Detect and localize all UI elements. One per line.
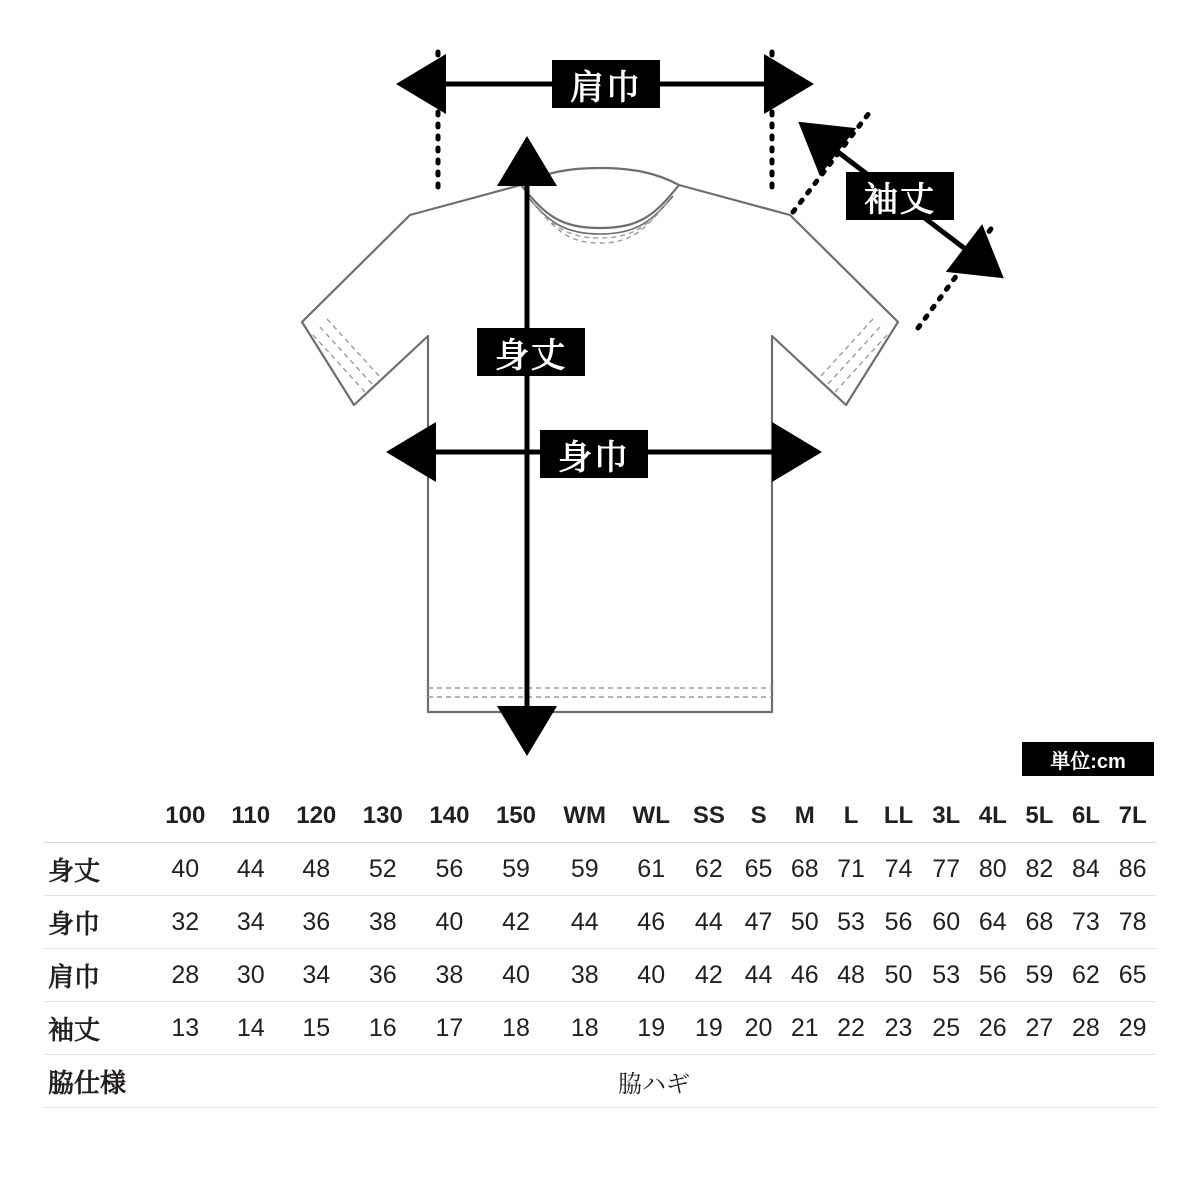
- cell: 38: [435, 960, 464, 989]
- column-header-150: 150: [483, 790, 550, 843]
- column-header-M: M: [782, 790, 828, 843]
- cell: 53: [932, 960, 961, 989]
- cell: 16: [368, 1013, 397, 1042]
- cell: 32: [171, 907, 200, 936]
- cell: 28: [171, 960, 200, 989]
- cell: 46: [790, 960, 819, 989]
- cell: 30: [236, 960, 265, 989]
- cell: 26: [978, 1013, 1007, 1042]
- cell: 44: [570, 907, 599, 936]
- row-header-2: 身巾: [48, 908, 101, 939]
- table-row: [44, 949, 1156, 1002]
- cell: 46: [637, 907, 666, 936]
- cell: 68: [1025, 907, 1054, 936]
- cell: 40: [502, 960, 530, 989]
- cell: 36: [368, 960, 397, 989]
- cell: 65: [1118, 960, 1147, 989]
- column-header-110: 110: [219, 790, 283, 843]
- cell: 19: [637, 1013, 666, 1042]
- cell: 13: [171, 1013, 200, 1042]
- label-shoulder-width: 肩巾: [552, 60, 660, 108]
- cell: 84: [1072, 854, 1100, 883]
- column-header-WL: WL: [620, 790, 682, 843]
- cell: 17: [435, 1013, 464, 1042]
- column-header-L: L: [828, 790, 874, 843]
- cell: 27: [1025, 1013, 1054, 1042]
- cell: 59: [1025, 960, 1054, 989]
- cell: 28: [1072, 1013, 1100, 1042]
- column-header-WM: WM: [549, 790, 620, 843]
- cell: 42: [502, 907, 530, 936]
- row-header-4: 袖丈: [48, 1014, 101, 1045]
- size-table-header: [44, 790, 1156, 843]
- label-body-length: 身丈: [477, 328, 585, 376]
- column-header-140: 140: [416, 790, 483, 843]
- cell: 73: [1072, 907, 1100, 936]
- cell: 48: [837, 960, 865, 989]
- cell: 20: [744, 1013, 773, 1042]
- cell: 47: [744, 907, 773, 936]
- row-header-1: 身丈: [48, 855, 101, 886]
- cell: 40: [637, 960, 666, 989]
- row-header-3: 肩巾: [48, 961, 101, 992]
- cell: 38: [570, 960, 599, 989]
- cell: 50: [790, 907, 819, 936]
- row-header-side-spec: 脇仕様: [48, 1067, 127, 1098]
- cell: 56: [435, 854, 464, 883]
- cell: 14: [236, 1013, 265, 1042]
- cell: 77: [932, 854, 961, 883]
- cell: 80: [978, 854, 1007, 883]
- label-unit: 単位:cm: [1022, 742, 1154, 776]
- cell: 71: [837, 854, 865, 883]
- column-header-7L: 7L: [1109, 790, 1156, 843]
- cell: 62: [694, 854, 723, 883]
- cell: 62: [1072, 960, 1100, 989]
- cell: 21: [790, 1013, 819, 1042]
- cell: 36: [302, 907, 331, 936]
- column-header-6L: 6L: [1063, 790, 1110, 843]
- cell: 38: [368, 907, 397, 936]
- table-row: [44, 896, 1156, 949]
- column-header-S: S: [735, 790, 781, 843]
- cell: 86: [1118, 854, 1147, 883]
- column-header-100: 100: [152, 790, 219, 843]
- cell: 65: [744, 854, 773, 883]
- cell: 18: [570, 1013, 599, 1042]
- cell: 42: [694, 960, 723, 989]
- cell: 74: [884, 854, 913, 883]
- size-table: [44, 790, 1156, 1108]
- cell: 34: [236, 907, 265, 936]
- cell: 44: [236, 854, 265, 883]
- cell: 18: [502, 1013, 530, 1042]
- column-header-120: 120: [283, 790, 350, 843]
- cell: 25: [932, 1013, 961, 1042]
- column-header-130: 130: [350, 790, 417, 843]
- cell: 56: [978, 960, 1007, 989]
- label-sleeve-length: 袖丈: [846, 172, 954, 220]
- cell: 61: [637, 854, 666, 883]
- cell: 29: [1118, 1013, 1147, 1042]
- table-header-row: [44, 790, 1156, 843]
- cell: 50: [884, 960, 913, 989]
- cell: 44: [694, 907, 723, 936]
- cell: 59: [502, 854, 530, 883]
- cell: 23: [884, 1013, 913, 1042]
- cell: 60: [932, 907, 961, 936]
- cell: 68: [790, 854, 819, 883]
- cell: 64: [978, 907, 1007, 936]
- cell: 59: [570, 854, 599, 883]
- cell: 78: [1118, 907, 1147, 936]
- table-corner-cell: [44, 790, 152, 843]
- cell: 40: [171, 854, 200, 883]
- cell: 82: [1025, 854, 1054, 883]
- cell: 53: [837, 907, 865, 936]
- cell: 19: [694, 1013, 723, 1042]
- side-spec-note: 脇ハギ: [618, 1070, 690, 1098]
- cell: 15: [302, 1013, 331, 1042]
- cell: 52: [368, 854, 397, 883]
- column-header-3L: 3L: [923, 790, 970, 843]
- cell: 34: [302, 960, 331, 989]
- table-row: [44, 1002, 1156, 1055]
- column-header-SS: SS: [682, 790, 735, 843]
- column-header-LL: LL: [874, 790, 923, 843]
- cell: 56: [884, 907, 913, 936]
- table-row: [44, 843, 1156, 896]
- cell: 44: [744, 960, 773, 989]
- cell: 48: [302, 854, 331, 883]
- size-table-body: [44, 843, 1156, 1108]
- cell: 40: [435, 907, 464, 936]
- label-body-width: 身巾: [540, 430, 648, 478]
- cell: 22: [837, 1013, 865, 1042]
- column-header-4L: 4L: [970, 790, 1017, 843]
- table-footer-row: [44, 1055, 1156, 1108]
- column-header-5L: 5L: [1016, 790, 1063, 843]
